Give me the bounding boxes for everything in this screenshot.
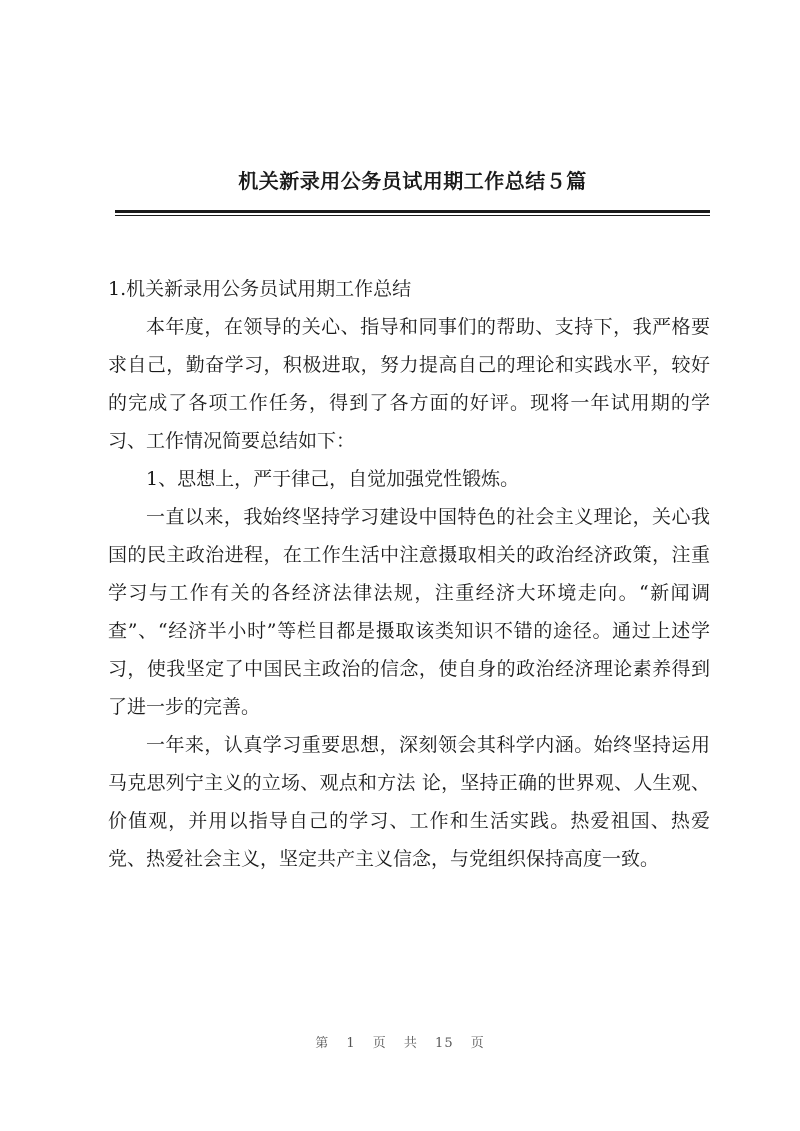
paragraph: 一年来，认真学习重要思想，深刻领会其科学内涵。始终坚持运用马克思列宁主义的立场、观点和方法 论，坚持正确的世界观、人生观、价值观，并用以指导自己的学习、工作和生活实践。热爱祖国、热爱党、热爱社会主义，坚定共产主义信念，与党组织保持高度一致。: [108, 734, 710, 870]
paragraph: 一直以来，我始终坚持学习建设中国特色的社会主义理论，关心我国的民主政治进程，在工作生活中注意摄取相关的政治经济政策，注重学习与工作有关的各经济法律法规，注重经济大环境走向。“新闻调查”、“经济半小时”等栏目都是摄取该类知识不错的途径。通过上述学习，使我坚定了中国民主政治的信念，使自身的政治经济理论素养得到了进一步的完善。: [108, 506, 710, 718]
section-heading: 1.机关新录用公务员试用期工作总结: [108, 278, 412, 300]
paragraph: 1、思想上，严于律己，自觉加强党性锻炼。: [146, 468, 520, 490]
document-body: [108, 270, 710, 878]
document-title: 机关新录用公务员试用期工作总结５篇: [238, 169, 587, 193]
page-footer: 第 1 页 共 15 页: [315, 1036, 485, 1051]
paragraph: 本年度，在领导的关心、指导和同事们的帮助、支持下，我严格要求自己，勤奋学习，积极进取，努力提高自己的理论和实践水平，较好的完成了各项工作任务，得到了各方面的好评。现将一年试用期的学习、工作情况简要总结如下：: [108, 316, 710, 452]
title-divider-thin: [115, 215, 710, 216]
title-divider-thick: [115, 210, 710, 213]
